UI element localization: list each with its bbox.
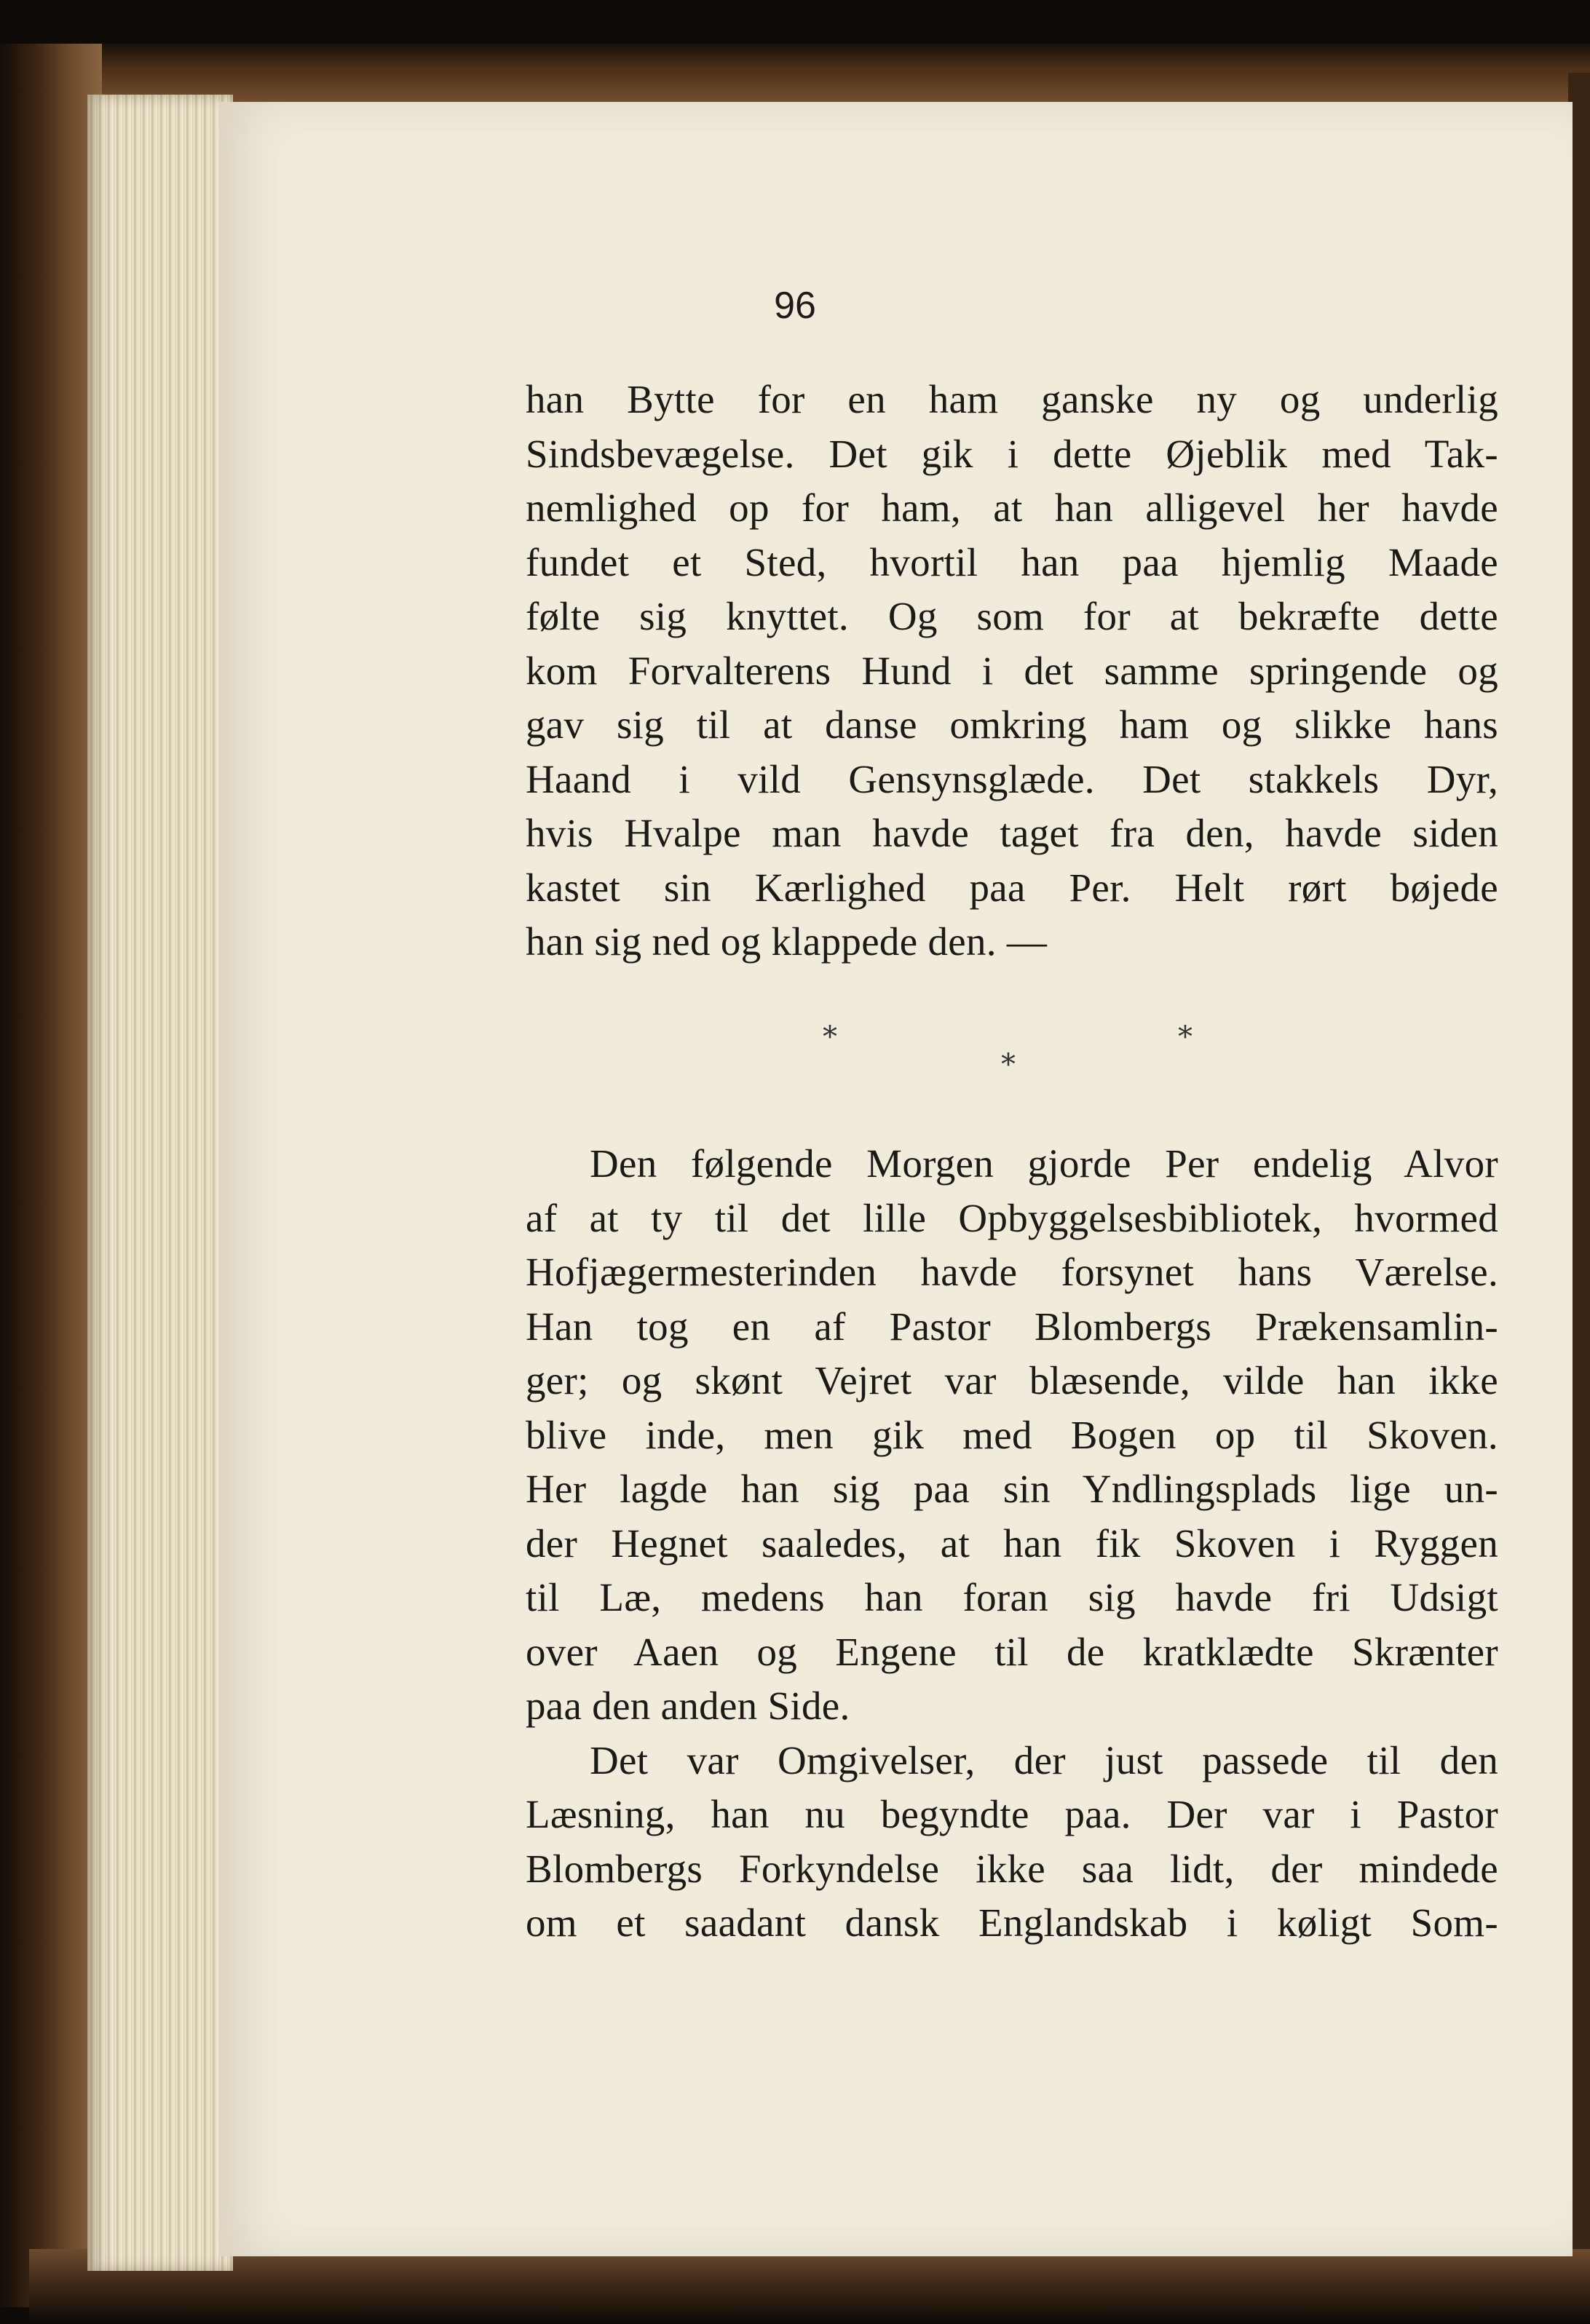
asterisk-ornament: * bbox=[1178, 1020, 1192, 1054]
text-line: gav sig til at danse omkring ham og slikke hans bbox=[526, 702, 1498, 747]
page-edges bbox=[87, 95, 233, 2271]
text-line: Han tog en af Pastor Blombergs Prækensamlin- bbox=[526, 1304, 1498, 1349]
text-line: af at ty til det lille Opbyggelsesbibliotek, hvormed bbox=[526, 1195, 1498, 1240]
text-line: Det var Omgivelser, der just passede til den bbox=[590, 1737, 1498, 1782]
text-line: Blombergs Forkyndelse ikke saa lidt, der mindede bbox=[526, 1846, 1498, 1891]
book-cover-top-edge bbox=[29, 44, 1590, 109]
text-line: kastet sin Kærlighed paa Per. Helt rørt bøjede bbox=[526, 865, 1498, 910]
text-line: fundet et Sted, hvortil han paa hjemlig Maade bbox=[526, 539, 1498, 584]
text-line: om et saadant dansk Englandskab i køligt Som- bbox=[526, 1900, 1498, 1945]
text-line: nemlighed op for ham, at han alligevel her havde bbox=[526, 485, 1498, 530]
text-line: han Bytte for en ham ganske ny og underlig bbox=[526, 377, 1498, 421]
text-line: der Hegnet saaledes, at han fik Skoven i Ryggen bbox=[526, 1520, 1498, 1566]
text-line: Hofjægermesterinden havde forsynet hans Værelse. bbox=[526, 1250, 1498, 1294]
text-line: ger; og skønt Vejret var blæsende, vilde han ikke bbox=[526, 1358, 1498, 1403]
page-number: 96 bbox=[774, 285, 816, 327]
text-line: Sindsbevægelse. Det gik i dette Øjeblik med Tak- bbox=[526, 431, 1498, 476]
text-line: kom Forvalterens Hund i det samme springende og bbox=[526, 648, 1498, 693]
text-line: over Aaen og Engene til de kratklædte Skrænter bbox=[526, 1629, 1498, 1674]
text-line: Læsning, han nu begyndte paa. Der var i Pastor bbox=[526, 1792, 1498, 1836]
text-line: blive inde, men gik med Bogen op til Skoven. bbox=[526, 1412, 1498, 1457]
paragraph-2 bbox=[526, 1137, 1498, 1734]
book-cover-bottom-edge bbox=[29, 2249, 1590, 2324]
paragraph-3 bbox=[526, 1734, 1498, 1951]
book-cover-left-edge bbox=[0, 44, 102, 2307]
text-line: Haand i vild Gensynsglæde. Det stakkels Dyr, bbox=[526, 756, 1498, 801]
text-line: til Læ, medens han foran sig havde fri Udsigt bbox=[526, 1575, 1498, 1619]
text-line: hvis Hvalpe man havde taget fra den, havde siden bbox=[526, 811, 1498, 855]
section-break-asterisks bbox=[0, 1020, 1590, 1108]
text-block-bottom bbox=[526, 1137, 1498, 1951]
text-block-top bbox=[526, 373, 1498, 969]
asterisk-ornament: * bbox=[823, 1020, 837, 1054]
text-line: han sig ned og klappede den. — bbox=[526, 919, 1048, 964]
text-line: Den følgende Morgen gjorde Per endelig Alvor bbox=[590, 1141, 1498, 1186]
paragraph-1 bbox=[526, 373, 1498, 969]
text-line: følte sig knyttet. Og som for at bekræfte dette bbox=[526, 594, 1498, 638]
text-line: paa den anden Side. bbox=[526, 1683, 850, 1728]
asterisk-ornament: * bbox=[1001, 1048, 1016, 1082]
text-line: Her lagde han sig paa sin Yndlingsplads lige un- bbox=[526, 1467, 1498, 1511]
